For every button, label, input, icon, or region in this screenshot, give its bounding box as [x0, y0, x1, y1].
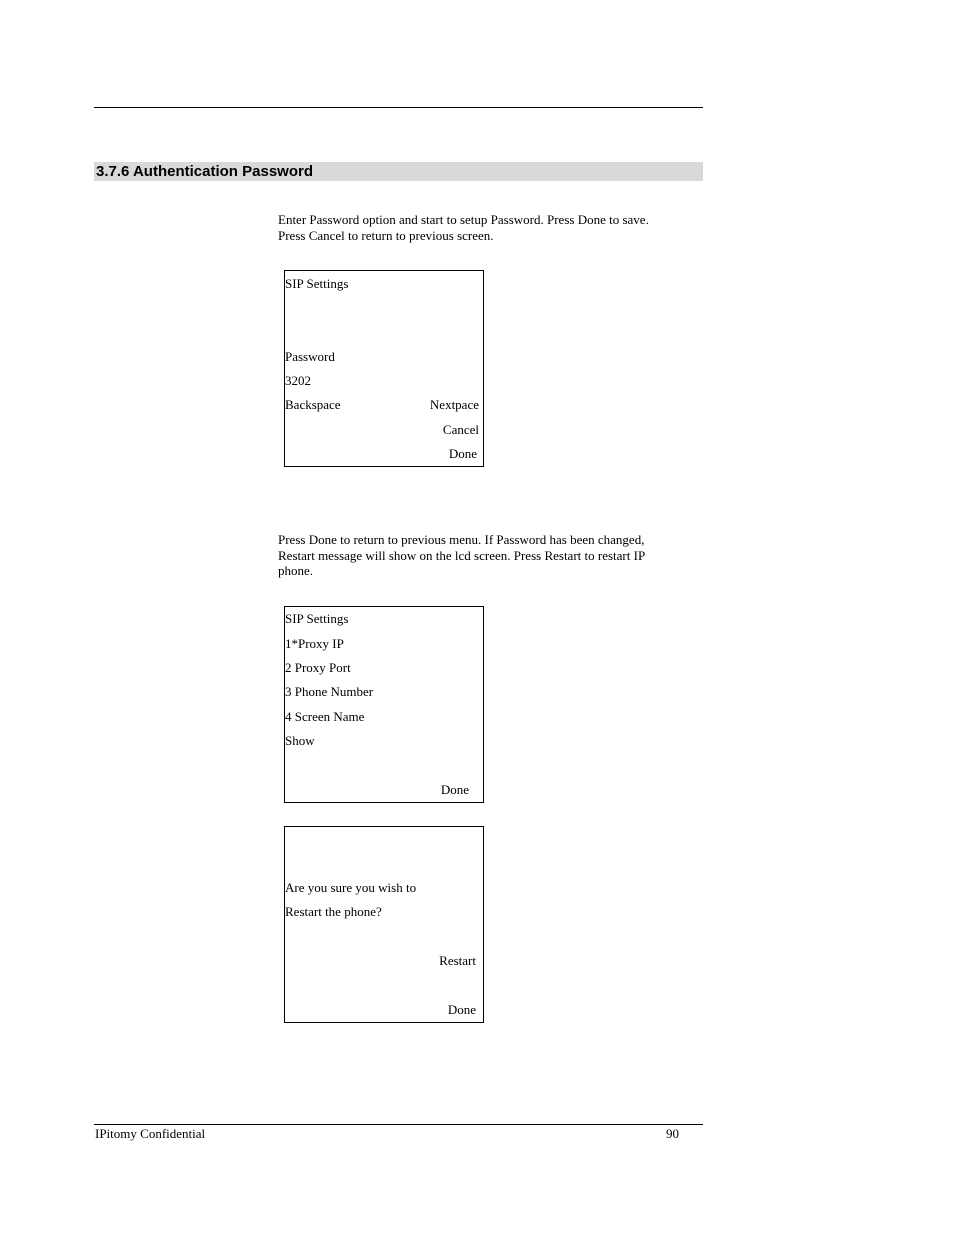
menu-item-proxy-port[interactable]: 2 Proxy Port — [285, 660, 351, 675]
nextpace-softkey[interactable]: Nextpace — [429, 397, 479, 412]
password-value: 3202 — [285, 373, 311, 388]
done-softkey[interactable]: Done — [440, 782, 469, 797]
menu-item-proxy-ip[interactable]: 1*Proxy IP — [285, 636, 344, 651]
paragraph-1-line-2: Press Cancel to return to previous screen. — [278, 227, 494, 243]
section-heading: 3.7.6 Authentication Password — [94, 162, 703, 181]
footer-rule — [94, 1124, 703, 1125]
paragraph-1-line-1: Enter Password option and start to setup Password. Press Done to save. — [278, 212, 649, 227]
password-label: Password — [285, 349, 335, 364]
restart-softkey[interactable]: Restart — [439, 953, 476, 968]
show-softkey[interactable]: Show — [285, 733, 315, 748]
page-number: 90 — [666, 1126, 679, 1141]
cancel-softkey[interactable]: Cancel — [442, 422, 479, 437]
backspace-softkey[interactable]: Backspace — [285, 397, 341, 412]
paragraph-1 — [278, 212, 678, 243]
menu-item-phone-number[interactable]: 3 Phone Number — [285, 684, 374, 699]
paragraph-2-line-3: phone. — [278, 563, 314, 578]
done-softkey[interactable]: Done — [447, 1002, 476, 1017]
screen-title: SIP Settings — [285, 611, 349, 626]
footer-confidential: IPitomy Confidential — [95, 1126, 206, 1141]
paragraph-2 — [278, 532, 678, 579]
paragraph-2-line-2: Restart message will show on the lcd screen. Press Restart to restart IP — [278, 547, 646, 563]
lcd-screen-restart-confirm — [284, 826, 484, 1023]
confirm-line-2: Restart the phone? — [285, 904, 382, 919]
confirm-line-1: Are you sure you wish to — [285, 880, 417, 895]
lcd-screen-password — [284, 270, 484, 467]
screen-title: SIP Settings — [285, 276, 349, 291]
paragraph-2-line-1: Press Done to return to previous menu. If Password has been changed, — [278, 532, 645, 547]
lcd-screen-sip-settings — [284, 606, 484, 803]
header-rule — [94, 107, 703, 108]
done-softkey[interactable]: Done — [448, 446, 477, 461]
menu-item-screen-name[interactable]: 4 Screen Name — [285, 709, 365, 724]
